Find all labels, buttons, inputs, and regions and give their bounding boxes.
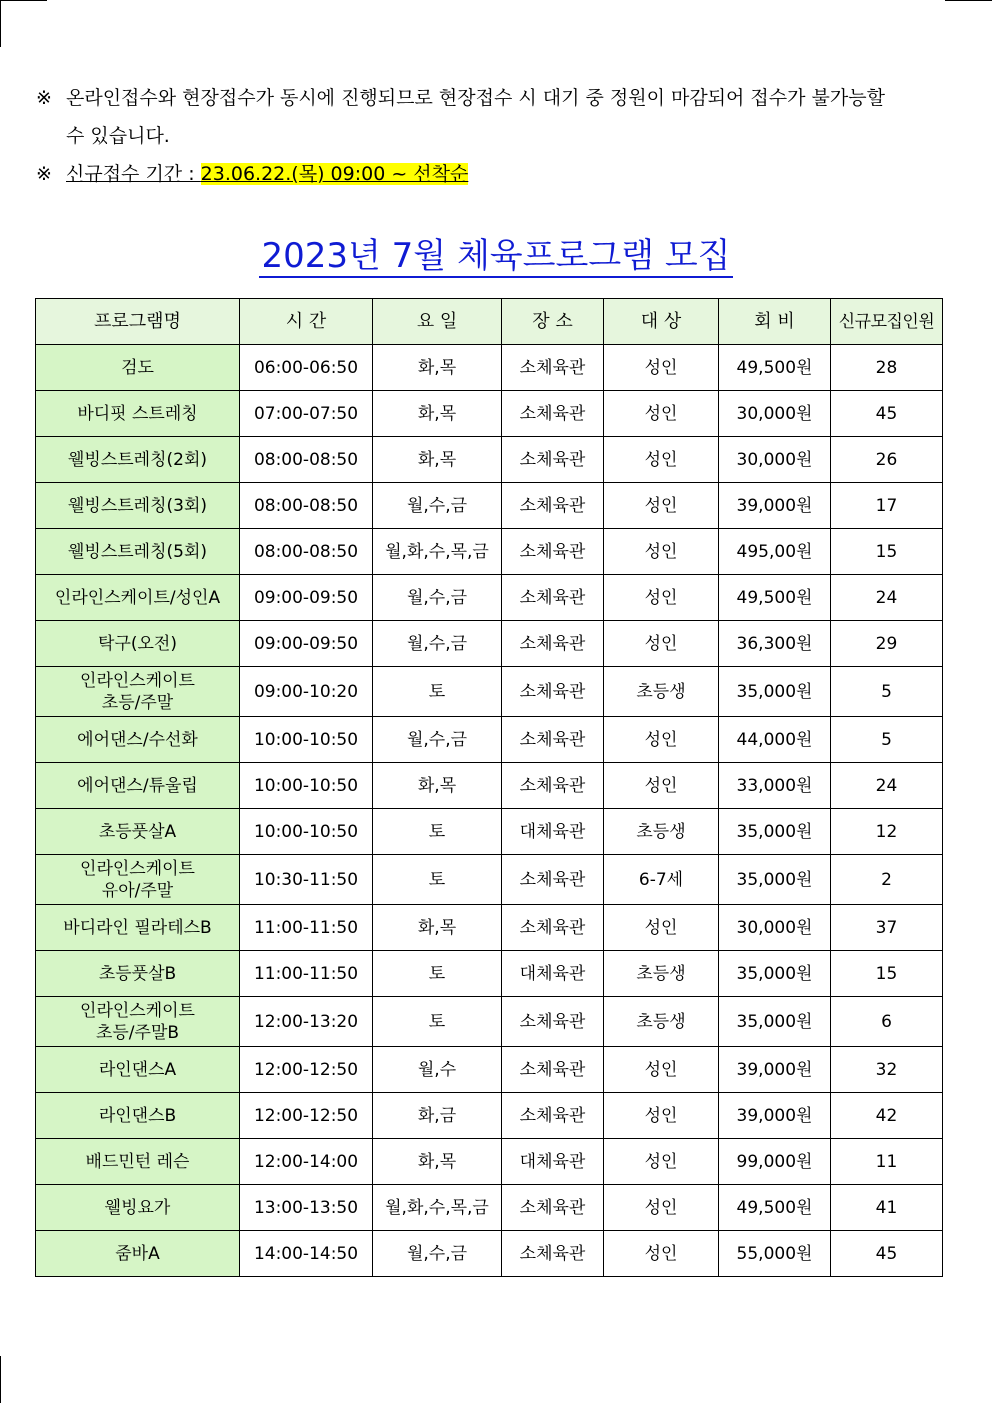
program-fee: 35,000원 [719, 667, 831, 717]
table-row [36, 575, 943, 621]
program-time: 11:00-11:50 [240, 951, 373, 997]
program-days: 월,수 [373, 1047, 502, 1093]
crop-mark-top-left-vertical [0, 0, 1, 47]
program-days: 화,목 [373, 437, 502, 483]
program-name: 에어댄스/튜울립 [36, 763, 240, 809]
table-header-row [36, 299, 943, 345]
program-fee: 30,000원 [719, 391, 831, 437]
table-row [36, 905, 943, 951]
program-table [35, 298, 943, 1277]
program-target: 초등생 [604, 667, 719, 717]
program-place: 소체육관 [502, 575, 604, 621]
program-time: 12:00-12:50 [240, 1047, 373, 1093]
program-days: 화,목 [373, 905, 502, 951]
program-fee: 49,500원 [719, 345, 831, 391]
program-target: 초등생 [604, 997, 719, 1047]
program-time: 09:00-09:50 [240, 621, 373, 667]
notice-text-line2: 수 있습니다. [66, 125, 170, 147]
program-name: 바디라인 필라테스B [36, 905, 240, 951]
program-days: 월,화,수,목,금 [373, 529, 502, 575]
program-days: 화,목 [373, 391, 502, 437]
program-time: 08:00-08:50 [240, 437, 373, 483]
program-name-line1: 인라인스케이트 [80, 858, 195, 879]
program-place: 소체육관 [502, 1231, 604, 1277]
program-fee: 49,500원 [719, 575, 831, 621]
program-name: 탁구(오전) [36, 621, 240, 667]
program-days: 화,목 [373, 763, 502, 809]
notice-mark: ※ [36, 163, 52, 185]
program-count: 45 [831, 1231, 943, 1277]
program-target: 성인 [604, 391, 719, 437]
program-target: 성인 [604, 717, 719, 763]
table-row [36, 809, 943, 855]
program-time: 09:00-09:50 [240, 575, 373, 621]
program-fee: 39,000원 [719, 1047, 831, 1093]
program-target: 초등생 [604, 809, 719, 855]
program-time: 11:00-11:50 [240, 905, 373, 951]
table-row [36, 1093, 943, 1139]
program-target: 성인 [604, 1231, 719, 1277]
program-fee: 44,000원 [719, 717, 831, 763]
program-days: 토 [373, 997, 502, 1047]
program-count: 24 [831, 575, 943, 621]
table-row [36, 529, 943, 575]
program-count: 26 [831, 437, 943, 483]
program-count: 24 [831, 763, 943, 809]
program-fee: 35,000원 [719, 997, 831, 1047]
program-fee: 49,500원 [719, 1185, 831, 1231]
program-target: 성인 [604, 437, 719, 483]
program-fee: 35,000원 [719, 855, 831, 905]
table-row [36, 345, 943, 391]
table-row [36, 855, 943, 905]
program-target: 성인 [604, 483, 719, 529]
program-place: 소체육관 [502, 997, 604, 1047]
program-fee: 55,000원 [719, 1231, 831, 1277]
program-name: 검도 [36, 345, 240, 391]
program-days: 월,수,금 [373, 575, 502, 621]
program-count: 12 [831, 809, 943, 855]
program-place: 소체육관 [502, 763, 604, 809]
program-count: 2 [831, 855, 943, 905]
program-name-line2: 유아/주말 [101, 880, 174, 901]
program-target: 성인 [604, 763, 719, 809]
program-fee: 99,000원 [719, 1139, 831, 1185]
program-time: 10:00-10:50 [240, 763, 373, 809]
table-row [36, 483, 943, 529]
program-time: 10:00-10:50 [240, 809, 373, 855]
program-target: 성인 [604, 1093, 719, 1139]
program-name: 라인댄스B [36, 1093, 240, 1139]
program-target: 초등생 [604, 951, 719, 997]
program-place: 대체육관 [502, 951, 604, 997]
header-place: 장 소 [502, 299, 604, 345]
crop-mark-bottom-left-vertical [0, 1356, 1, 1403]
program-name: 줌바A [36, 1231, 240, 1277]
program-days: 화,목 [373, 345, 502, 391]
program-target: 성인 [604, 529, 719, 575]
program-place: 소체육관 [502, 905, 604, 951]
program-target: 성인 [604, 1139, 719, 1185]
notice-mark: ※ [36, 87, 52, 109]
program-place: 대체육관 [502, 809, 604, 855]
program-name-line2: 초등/주말 [101, 692, 174, 713]
notice-period-label: 신규접수 기간 : [66, 163, 201, 185]
table-row [36, 437, 943, 483]
program-count: 5 [831, 667, 943, 717]
program-time: 10:00-10:50 [240, 717, 373, 763]
program-place: 소체육관 [502, 855, 604, 905]
program-time: 08:00-08:50 [240, 483, 373, 529]
program-target: 성인 [604, 1047, 719, 1093]
table-row [36, 997, 943, 1047]
program-count: 32 [831, 1047, 943, 1093]
program-place: 소체육관 [502, 437, 604, 483]
program-count: 45 [831, 391, 943, 437]
program-fee: 35,000원 [719, 951, 831, 997]
program-count: 15 [831, 951, 943, 997]
table-row [36, 621, 943, 667]
program-name: 웰빙요가 [36, 1185, 240, 1231]
program-fee: 33,000원 [719, 763, 831, 809]
program-place: 소체육관 [502, 345, 604, 391]
table-row [36, 951, 943, 997]
program-target: 성인 [604, 621, 719, 667]
program-name-line1: 인라인스케이트 [80, 1000, 195, 1021]
program-place: 소체육관 [502, 483, 604, 529]
page-title: 2023년 7월 체육프로그램 모집 [261, 236, 731, 276]
header-new-recruit-count: 신규모집인원 [831, 299, 943, 345]
table-row [36, 763, 943, 809]
program-fee: 495,00원 [719, 529, 831, 575]
program-name [36, 855, 240, 905]
program-name [36, 667, 240, 717]
program-days: 토 [373, 809, 502, 855]
program-place: 소체육관 [502, 391, 604, 437]
program-days: 월,수,금 [373, 483, 502, 529]
header-time: 시 간 [240, 299, 373, 345]
program-target: 성인 [604, 905, 719, 951]
program-time: 10:30-11:50 [240, 855, 373, 905]
program-time: 06:00-06:50 [240, 345, 373, 391]
table-row [36, 667, 943, 717]
program-time: 08:00-08:50 [240, 529, 373, 575]
table-row [36, 1185, 943, 1231]
program-name: 웰빙스트레칭(3회) [36, 483, 240, 529]
table-row [36, 1047, 943, 1093]
program-count: 42 [831, 1093, 943, 1139]
program-days: 월,수,금 [373, 717, 502, 763]
program-target: 성인 [604, 575, 719, 621]
notice-registration-period [36, 162, 468, 186]
program-place: 소체육관 [502, 621, 604, 667]
program-name: 인라인스케이트/성인A [36, 575, 240, 621]
program-time: 12:00-12:50 [240, 1093, 373, 1139]
notice-period-value: 23.06.22.(목) 09:00 ~ 선착순 [200, 163, 469, 185]
program-name: 초등풋살B [36, 951, 240, 997]
program-name: 라인댄스A [36, 1047, 240, 1093]
crop-mark-top-right-horizontal [945, 0, 992, 1]
program-name: 웰빙스트레칭(2회) [36, 437, 240, 483]
program-days: 토 [373, 951, 502, 997]
notice-text-line1: 온라인접수와 현장접수가 동시에 진행되므로 현장접수 시 대기 중 정원이 마감되어 접수가 불가능할 [66, 87, 885, 109]
program-days: 화,목 [373, 1139, 502, 1185]
header-days: 요 일 [373, 299, 502, 345]
program-name-line2: 초등/주말B [95, 1022, 180, 1043]
program-count: 28 [831, 345, 943, 391]
program-days: 월,화,수,목,금 [373, 1185, 502, 1231]
table-row [36, 1139, 943, 1185]
table-row [36, 1231, 943, 1277]
program-count: 17 [831, 483, 943, 529]
program-name [36, 997, 240, 1047]
program-fee: 39,000원 [719, 1093, 831, 1139]
program-place: 대체육관 [502, 1139, 604, 1185]
program-target: 6-7세 [604, 855, 719, 905]
header-target: 대 상 [604, 299, 719, 345]
crop-mark-top-left-horizontal [0, 0, 47, 1]
program-fee: 30,000원 [719, 905, 831, 951]
program-name: 초등풋살A [36, 809, 240, 855]
program-target: 성인 [604, 1185, 719, 1231]
program-count: 15 [831, 529, 943, 575]
program-days: 토 [373, 855, 502, 905]
program-time: 14:00-14:50 [240, 1231, 373, 1277]
program-count: 41 [831, 1185, 943, 1231]
program-name: 바디핏 스트레칭 [36, 391, 240, 437]
program-place: 소체육관 [502, 1185, 604, 1231]
program-target: 성인 [604, 345, 719, 391]
program-fee: 35,000원 [719, 809, 831, 855]
program-fee: 39,000원 [719, 483, 831, 529]
program-days: 월,수,금 [373, 1231, 502, 1277]
table-row [36, 717, 943, 763]
notice-online-registration [36, 86, 885, 110]
program-count: 37 [831, 905, 943, 951]
program-days: 화,금 [373, 1093, 502, 1139]
program-time: 07:00-07:50 [240, 391, 373, 437]
program-count: 11 [831, 1139, 943, 1185]
program-place: 소체육관 [502, 529, 604, 575]
program-name: 웰빙스트레칭(5회) [36, 529, 240, 575]
program-count: 5 [831, 717, 943, 763]
program-days: 토 [373, 667, 502, 717]
header-program-name: 프로그램명 [36, 299, 240, 345]
program-name: 에어댄스/수선화 [36, 717, 240, 763]
program-time: 13:00-13:50 [240, 1185, 373, 1231]
program-place: 소체육관 [502, 1047, 604, 1093]
program-name-line1: 인라인스케이트 [80, 670, 195, 691]
program-count: 6 [831, 997, 943, 1047]
program-place: 소체육관 [502, 717, 604, 763]
header-fee: 회 비 [719, 299, 831, 345]
program-fee: 30,000원 [719, 437, 831, 483]
program-count: 29 [831, 621, 943, 667]
program-fee: 36,300원 [719, 621, 831, 667]
program-days: 월,수,금 [373, 621, 502, 667]
program-place: 소체육관 [502, 667, 604, 717]
program-time: 12:00-14:00 [240, 1139, 373, 1185]
table-row [36, 391, 943, 437]
program-name: 배드민턴 레슨 [36, 1139, 240, 1185]
program-time: 12:00-13:20 [240, 997, 373, 1047]
program-place: 소체육관 [502, 1093, 604, 1139]
program-time: 09:00-10:20 [240, 667, 373, 717]
